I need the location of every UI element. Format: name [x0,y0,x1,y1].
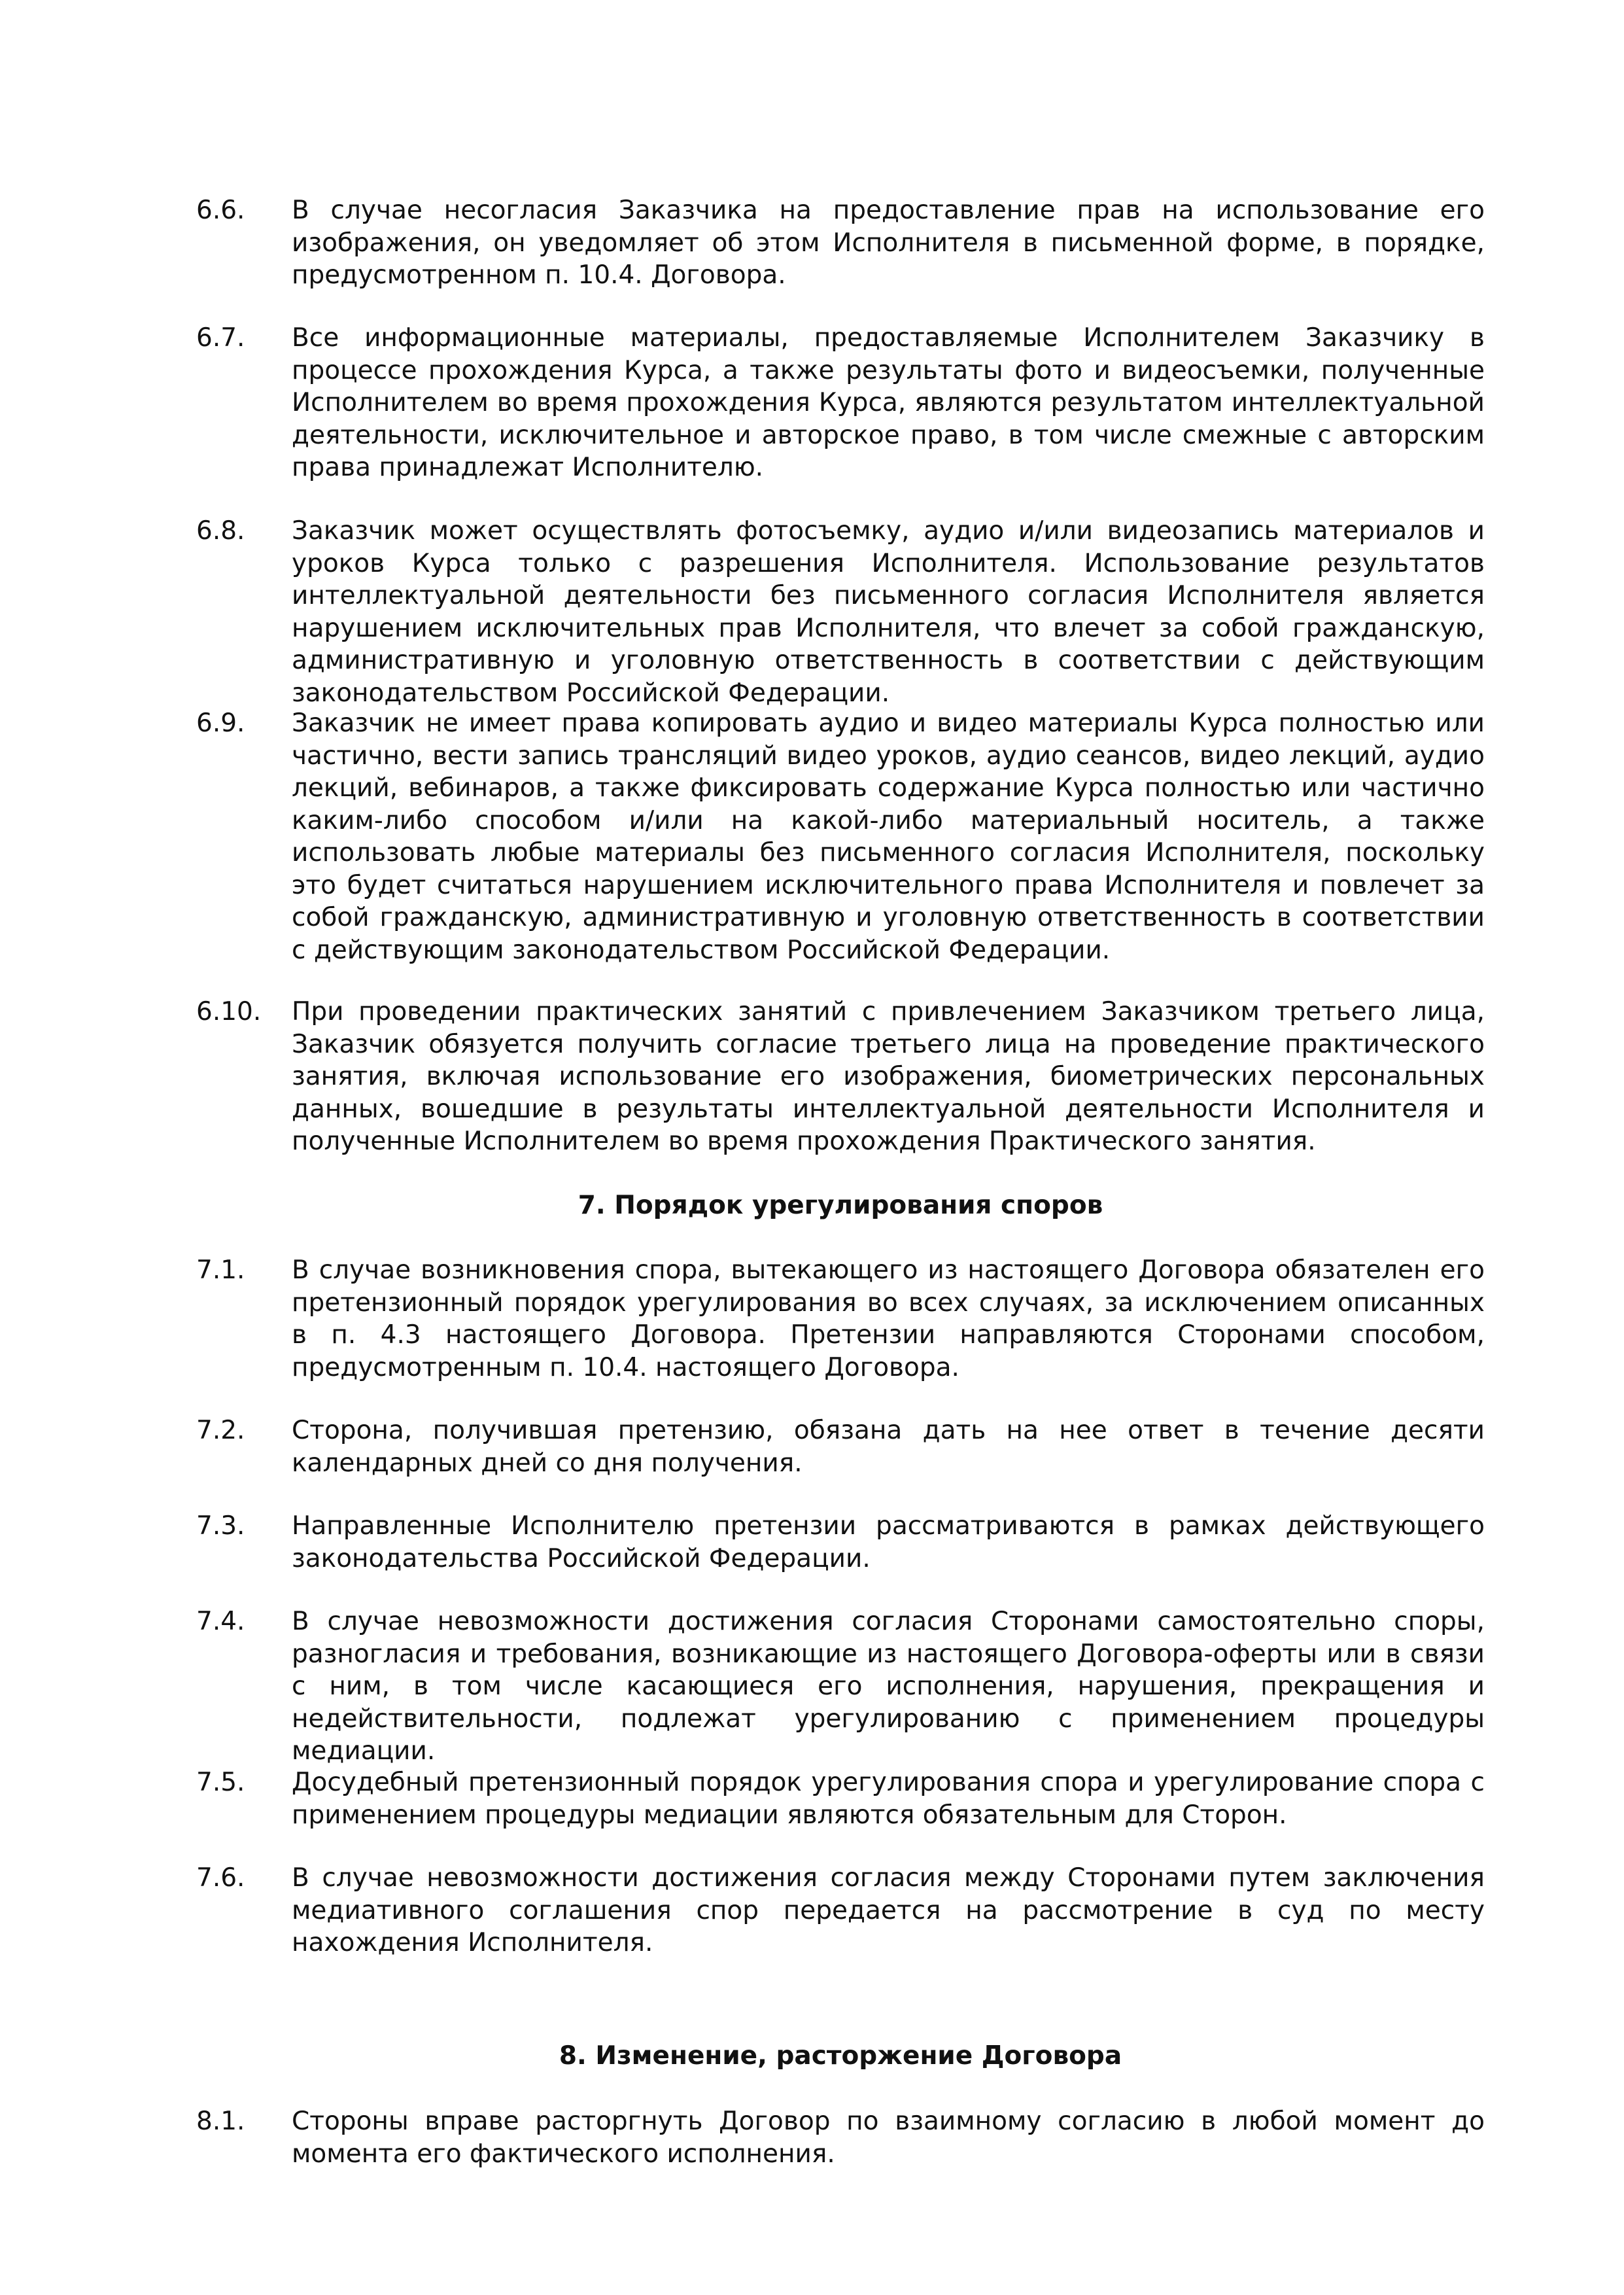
clause-text: При проведении практических занятий с привлечением Заказчиком третьего лица, Заказчик обязуется получить согласие третьего лица на проведение практического занятия, включая использование его изображения, биометрических персональных данных, вошедшие в результаты интеллектуальной деятельности Исполнителя и полученные Исполнителем во время прохождения Практического занятия. [292,997,1485,1156]
clause-text: Заказчик может осуществлять фотосъемку, аудио и/или видеозапись материалов и уроков Курса только с разрешения Исполнителя. Использование результатов интеллектуальной деятельности без письменного согласия Исполнителя является нарушением исключительных прав Исполнителя, что влечет за собой гражданскую, административную и уголовную ответственность в соответствии с действующим законодательством Российской Федерации. [292,516,1485,708]
clause-number: 8.1. [196,2107,245,2136]
clause-text: Все информационные материалы, предоставляемые Исполнителем Заказчику в процессе прохождения Курса, а также результаты фото и видеосъемки, полученные Исполнителем во время прохождения Курса, являются результатом интеллектуальной деятельности, исключительное и авторское право, в том числе смежные с авторским права принадлежат Исполнителю. [292,323,1485,482]
clause-6-10 [196,996,1485,1158]
clause-number: 6.9. [196,709,245,738]
clause-number: 6.10. [196,997,262,1026]
clause-number: 7.2. [196,1416,245,1445]
clause-6-9 [196,707,1485,966]
clause-number: 6.8. [196,516,245,546]
section-7-heading: 7. Порядок урегулирования споров [578,1191,1103,1220]
clause-text: Сторона, получившая претензию, обязана дать на нее ответ в течение десяти календарных дней со дня получения. [292,1416,1485,1478]
clause-text: В случае несогласия Заказчика на предоставление прав на использование его изображения, он уведомляет об этом Исполнителя в письменной форме, в порядке, предусмотренном п. 10.4. Договора. [292,196,1485,290]
clause-text: В случае возникновения спора, вытекающего из настоящего Договора обязателен его претензионный порядок урегулирования во всех случаях, за исключением описанных в п. 4.3 настоящего Договора. Претензии направляются Сторонами способом, предусмотренным п. 10.4. настоящего Договора. [292,1255,1485,1382]
clause-number: 7.6. [196,1863,245,1893]
clause-number: 7.4. [196,1607,245,1636]
clause-7-3 [196,1510,1485,1575]
clause-6-6 [196,194,1485,292]
clause-number: 7.3. [196,1511,245,1541]
clause-text: Заказчик не имеет права копировать аудио и видео материалы Курса полностью или частично, вести запись трансляций видео уроков, аудио сеансов, видео лекций, аудио лекций, вебинаров, а также фиксировать содержание Курса полностью или частично каким-либо способом и/или на какой-либо материальный носитель, а также использовать любые материалы без письменного согласия Исполнителя, поскольку это будет считаться нарушением исключительного права Исполнителя и повлечет за собой гражданскую, административную и уголовную ответственность в соответствии с действующим законодательством Российской Федерации. [292,709,1485,965]
clause-text: Направленные Исполнителю претензии рассматриваются в рамках действующего законодательства Российской Федерации. [292,1511,1485,1573]
clause-text: Досудебный претензионный порядок урегулирования спора и урегулирование спора с применением процедуры медиации являются обязательным для Сторон. [292,1768,1485,1830]
clause-number: 6.7. [196,323,245,353]
clause-6-8 [196,515,1485,709]
clause-number: 6.6. [196,196,245,225]
section-8-heading: 8. Изменение, расторжение Договора [559,2041,1122,2071]
clause-text: Стороны вправе расторгнуть Договор по взаимному согласию в любой момент до момента его фактического исполнения. [292,2107,1485,2169]
clause-text: В случае невозможности достижения согласия Сторонами самостоятельно споры, разногласия и требования, возникающие из настоящего Договора-оферты или в связи с ним, в том числе касающиеся его исполнения, нарушения, прекращения и недействительности, подлежат урегулированию с применением процедуры медиации. [292,1607,1485,1766]
clause-7-6 [196,1862,1485,1959]
clause-7-1 [196,1254,1485,1384]
clause-7-2 [196,1414,1485,1479]
clause-text: В случае невозможности достижения согласия между Сторонами путем заключения медиативного соглашения спор передается на рассмотрение в суд по месту нахождения Исполнителя. [292,1863,1485,1957]
clause-6-7 [196,322,1485,484]
clause-number: 7.1. [196,1255,245,1285]
clause-7-5 [196,1766,1485,1831]
clause-number: 7.5. [196,1768,245,1797]
clause-7-4 [196,1605,1485,1768]
clause-8-1 [196,2105,1485,2170]
